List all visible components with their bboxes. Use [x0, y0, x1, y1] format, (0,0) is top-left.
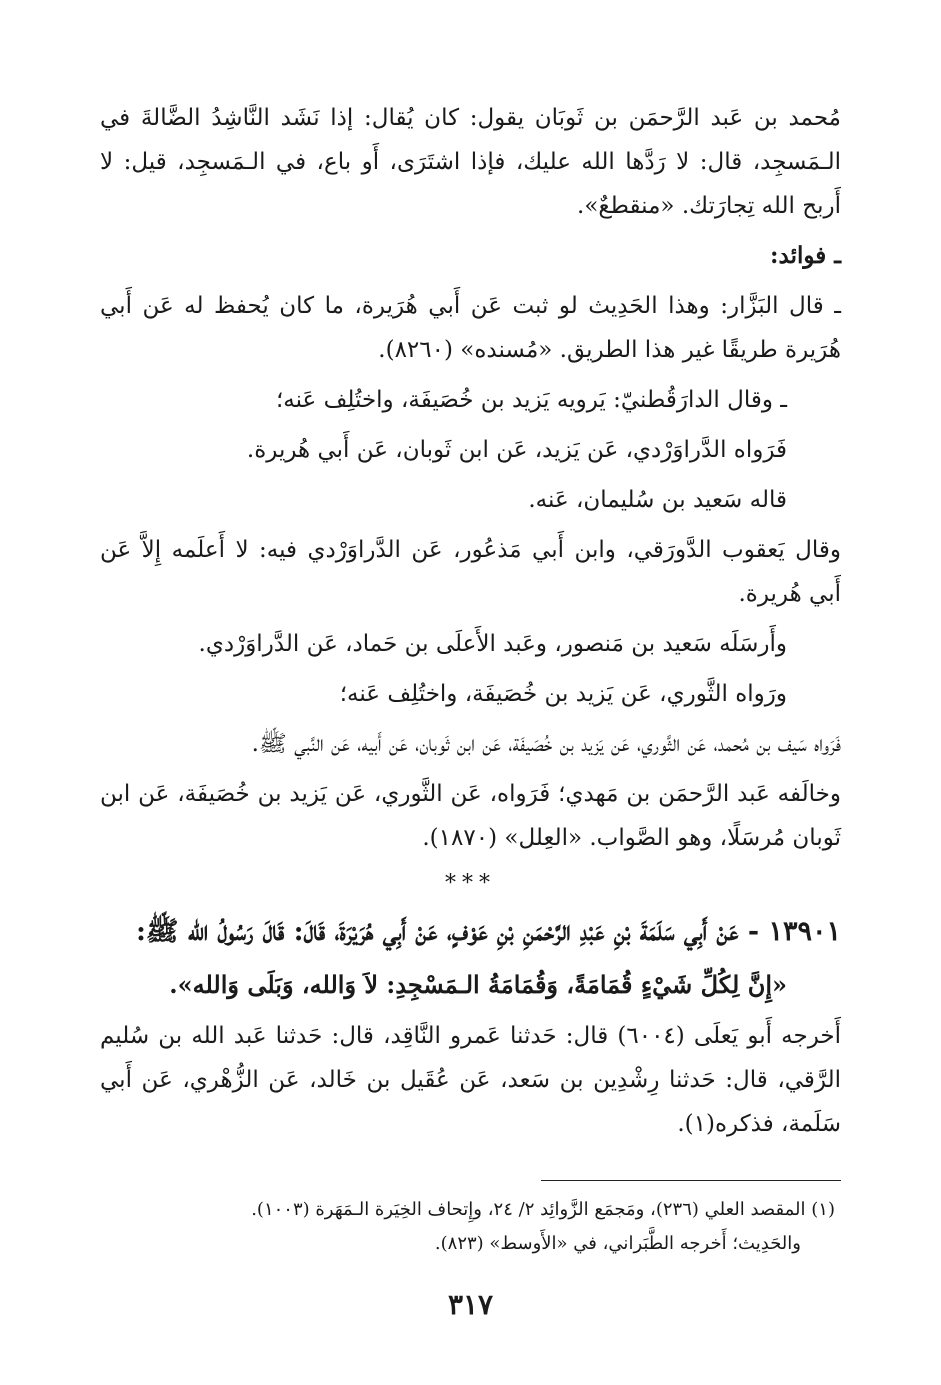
paragraph-sayf: فَرَواه سَيف بن مُحمد، عَن الثَّوري، عَن يَزيد بن خُصَيفَة، عَن ابن ثَوبان، عَن أَبيه، عَن النَّبي ﷺ. [251, 731, 841, 757]
section-separator: *** [445, 871, 496, 896]
paragraph-darawardi: فَرَواه الدَّراوَرْدي، عَن يَزيد، عَن ابن ثَوبان، عَن أَبي هُريرة. [246, 437, 787, 463]
paragraph-yaqub: وقال يَعقوب الدَّورَقي، وابن أَبي مَذعُور، عَن الدَّراوَرْدي فيه: لا أَعلَمه إِلاَّ عَن أَبي هُريرة. [100, 537, 841, 607]
footnote-1: (١) المقصد العلي (٢٣٦)، ومَجمَع الزَّوائِد ٢/ ٢٤، وإِتحاف الخِيَرة الـمَهَرة (١٠٠٣). [251, 1199, 835, 1220]
hadith-isnad: ١٣٩٠١ - عَنْ أَبِي سَلَمَةَ بْنِ عَبْدِ الرَّحْمَنِ بْنِ عَوْفٍ، عَنْ أَبِي هُرَيْرَةَ، قَالَ: قَالَ رَسُولُ الله ﷺ: [135, 916, 841, 947]
paragraph-daraqutni: ـ وقال الدارَقُطنيّ: يَرويه يَزيد بن خُصَيفَة، واختُلِف عَنه؛ [275, 387, 787, 413]
footnote-divider [541, 1180, 841, 1181]
paragraph-takhrij: أَخرجه أَبو يَعلَى (٦٠٠٤) قال: حَدثنا عَمرو النَّاقِد، قال: حَدثنا عَبد الله بن سُليم الرَّقي، قال: حَدثنا رِشْدِين بن سَعد، عَن عُقَيل بن خَالد، عَن الزُّهْري، عَن أَبي سَلَمة، فذكره(١). [100, 1023, 841, 1137]
footnote-1-continuation: والحَدِيث؛ أَخرجه الطَّبَراني، في «الأَوسط» (٨٢٣). [434, 1233, 801, 1254]
paragraph-mahdi: وخالَفه عَبد الرَّحمَن بن مَهدي؛ فَرَواه، عَن الثَّوري، عَن يَزيد بن خُصَيفَة، عَن ابن ثَوبان مُرسَلًا، وهو الصَّواب. «العِلل» (١٨٧٠). [100, 781, 841, 851]
paragraph-narration: مُحمد بن عَبد الرَّحمَن بن ثَوبَان يقول: كان يُقال: إذا نَشَد النَّاشِدُ الضَّالةَ في الـمَسجِد، قال: لا رَدَّها الله عليك، فإذا اشتَرَى، أَو باع، في الـمَسجِد، قيل: لا أَربح الله تِجارَتك. «منقطعٌ». [100, 105, 841, 219]
paragraph-bazzar: ـ قال البَزَّار: وهذا الحَدِيث لو ثبت عَن أَبي هُرَيرة، ما كان يُحفظ له عَن أَبي هُرَيرة طريقًا غير هذا الطريق. «مُسنده» (٨٢٦٠). [100, 293, 841, 363]
paragraph-thawri: ورَواه الثَّوري، عَن يَزيد بن خُصَيفَة، واختُلِف عَنه؛ [339, 681, 787, 707]
paragraph-said: قاله سَعيد بن سُليمان، عَنه. [528, 487, 787, 513]
section-heading-fawaid: ـ فوائد: [770, 242, 841, 269]
hadith-matn: «إِنَّ لِكُلِّ شَيْءٍ قُمَامَةً، وَقُمَامَةُ الـمَسْجِدِ: لاَ وَالله، وَبَلَى وَالله». [169, 970, 787, 999]
paragraph-mursal: وأَرسَلَه سَعيد بن مَنصور، وعَبد الأَعلَى بن حَماد، عَن الدَّراوَرْدي. [198, 631, 787, 657]
page-number: ٣١٧ [447, 1288, 494, 1321]
